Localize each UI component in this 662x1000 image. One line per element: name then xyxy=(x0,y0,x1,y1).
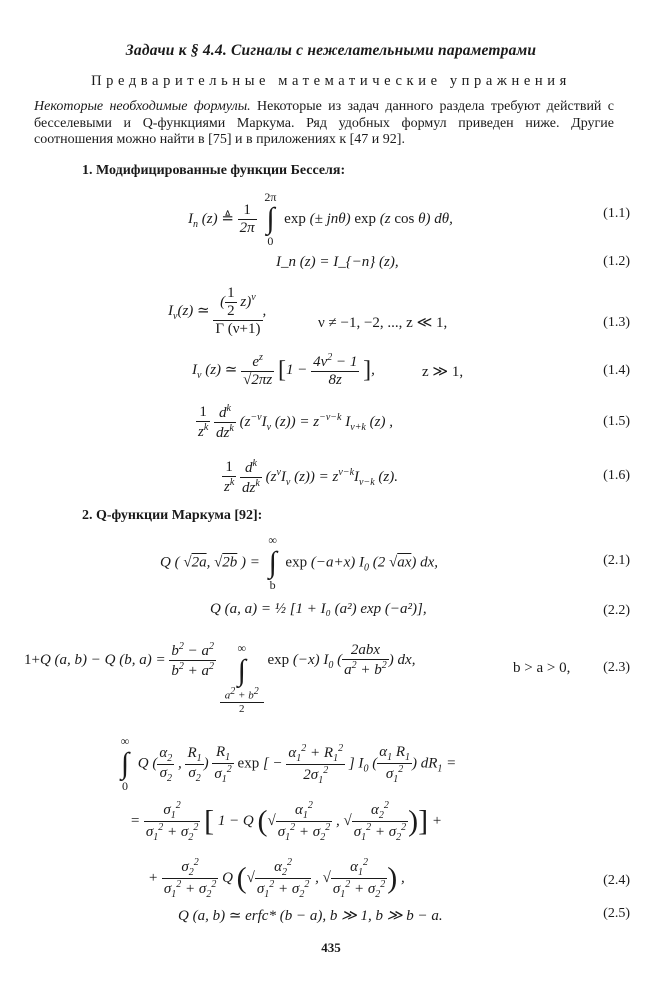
equation-2-5: Q (a, b) ≃ erfc* (b − a), b ≫ 1, b ≫ b − a. xyxy=(178,908,443,924)
equation-1-5: $\frac{1}{z^k}$ $\frac{d^k}{dz^k}$ ($z^{-\nu}I_\nu$ $(z)) = z^{-\nu-k}$ $I_{\nu+k}$ (z) , xyxy=(198,403,393,441)
section-marcum: 2. Q-функции Маркума [92]: xyxy=(82,508,263,523)
equation-1-2: I_n (z) = I_{−n} (z), xyxy=(276,254,399,270)
equation-2-1: Q ( √2a, √2b ) = ∞ ∫ b exp (−a+x) $I_0$ (2 √ax) dx, xyxy=(160,533,439,592)
equation-number: (1.3) xyxy=(603,315,630,330)
equation-1-3: $I_\nu(z)$ ≃ ( $\frac{1}{2}$ z)$^\nu$ Γ (ν+1) , xyxy=(168,285,267,337)
equation-number: (2.3) xyxy=(603,660,630,675)
equation-2-2: Q (a, a) = ½ [1 + I₀ (a²) exp (−a²)], xyxy=(210,601,427,617)
equation-number: (1.4) xyxy=(603,363,630,378)
equation-1-3-condition: ν ≠ −1, −2, ..., z ≪ 1, xyxy=(318,315,448,331)
equation-number: (2.4) xyxy=(603,873,630,888)
equation-number: (2.1) xyxy=(603,553,630,568)
intro-lead: Некоторые необходимые формулы. xyxy=(34,99,251,114)
equation-number: (2.5) xyxy=(603,906,630,921)
equation-number: (1.2) xyxy=(603,254,630,269)
equation-1-6: $\frac{1}{z^k}$ $\frac{d^k}{dz^k}$ ($z^\nu I_\nu$ $(z)) = z^{\nu-k}I_{\nu-k}$ (z). xyxy=(224,458,398,496)
equation-2-4-line-1: ∞ ∫ 0 Q ( $\frac{\alpha_2}{\sigma_2}$ , $\frac{R_1}{\sigma_2}$ ) $\frac{R_1}{\sigma_1^2}$ exp [ − $\frac{\alpha_1^2 + R_1^2}{2\sigma_1^2}$ ] $I_0$ ( $\frac{\alpha_1 R_1}{\sigma_1^2}$ ) $dR_1$ = xyxy=(120,734,457,793)
section-bessel: 1. Модифицированные функции Бесселя: xyxy=(82,163,346,178)
equation-1-4-condition: z ≫ 1, xyxy=(422,364,464,380)
equation-2-4-line-3: + $\frac{\sigma_2^2}{\sigma_1^2 + \sigma_2^2}$ Q (√ $\frac{\alpha_2^2}{\sigma_1^2 + \sigma_2^2}$ , √ $\frac{\alpha_1^2}{\sigma_1^2 + \sigma_2^2}$ ) , xyxy=(148,857,405,900)
intro-paragraph xyxy=(34,99,614,149)
equation-2-3: 1+Q (a, b) − Q (b, a) = $\frac{b^2 - a^2}{b^2 + a^2}$ ∞ ∫ $a^2 + b^2$ 2 exp (−x) $I_0$ ( $\frac{\text{2abx}}{a^2 + b^2}$ ) dx, xyxy=(24,641,416,715)
intro-text: Некоторые из задач данного раздела требуют действий с бесселевыми и Q-функциями Маркума. Ряд удобных формул приведен ниже. Другие соотношения можно найти в [75] и в приложениях к [47 и 92]. xyxy=(34,99,614,147)
subsection-heading: Предварительные математические упражнения xyxy=(91,73,571,89)
equation-1-4: $I_\nu$ (z) ≃ $\frac{e^z}{√2\pi z}$ [1 − $\frac{4\nu^2 - 1}{8z}$ ], xyxy=(192,352,375,388)
equation-number: (1.5) xyxy=(603,414,630,429)
equation-1-1: $I_n$ (z) ≜ $\frac{1}{2\pi}$ 2π ∫ 0 exp (± jnθ) exp (z cos θ) dθ, xyxy=(188,190,453,248)
equation-number: (2.2) xyxy=(603,603,630,618)
equation-number: (1.6) xyxy=(603,468,630,483)
equation-2-3-condition: b > a > 0, xyxy=(513,660,571,676)
equation-2-4-line-2: = $\frac{\sigma_1^2}{\sigma_1^2 + \sigma_2^2}$ [ 1 − Q (√ $\frac{\alpha_1^2}{\sigma_1^2 + \sigma_2^2}$ , √ $\frac{\alpha_2^2}{\sigma_1^2 + \sigma_2^2}$ )] + xyxy=(130,800,442,843)
page-number: 435 xyxy=(321,940,341,955)
section-heading: Задачи к § 4.4. Сигналы с нежелательными параметрами xyxy=(125,42,537,59)
equation-number: (1.1) xyxy=(603,206,630,221)
